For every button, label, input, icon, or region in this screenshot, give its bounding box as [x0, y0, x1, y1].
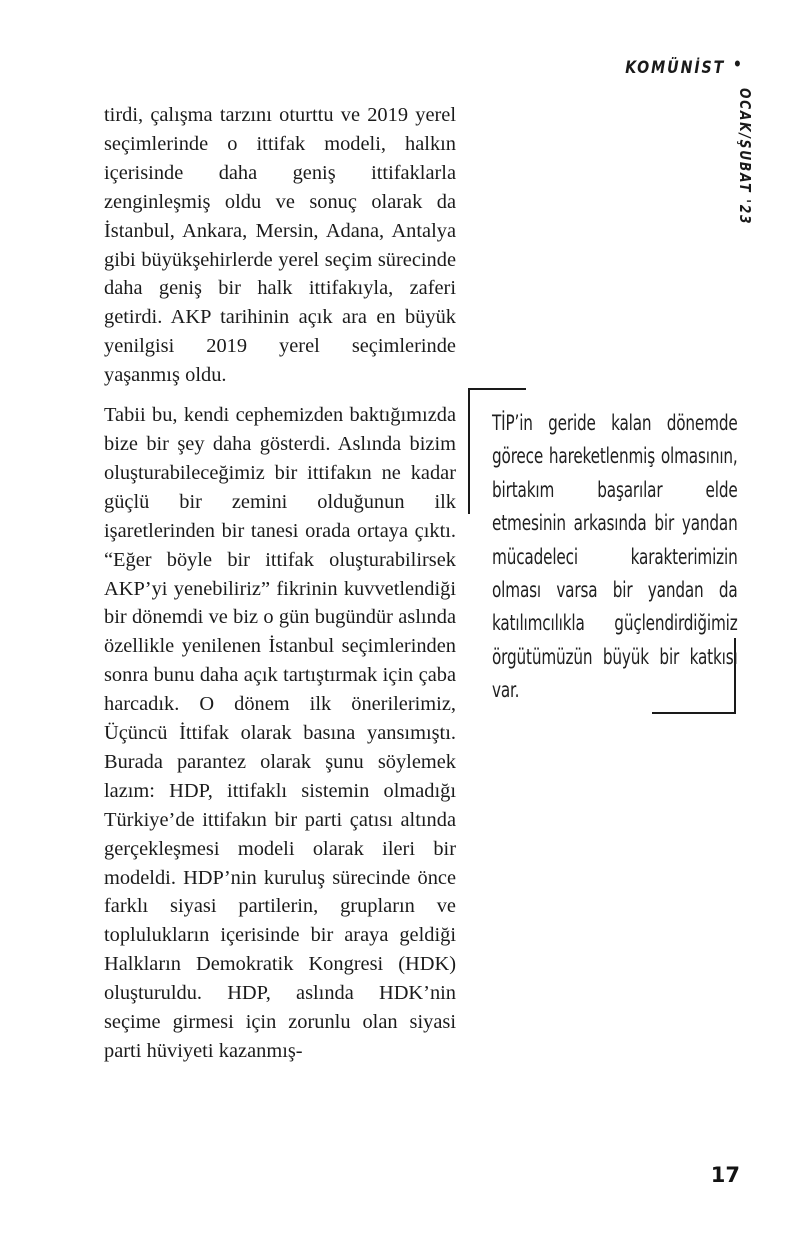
header-bullet-icon: •: [732, 55, 742, 74]
page-number: 17: [710, 1163, 740, 1187]
issue-date: [736, 88, 754, 258]
issue-date-label: OCAK/ŞUBAT '23: [736, 88, 754, 226]
publication-title: KOMÜNİST: [625, 58, 726, 77]
pull-quote-text: TİP’in geride kalan dönemde görece hareketlenmiş olmasının, birtakım başarılar elde etmesinin arkasında bir yandan mücadeleci karakterimizin olması varsa bir yandan da katılımcılıkla güçlendirdiğimiz örgütümüzün büyük bir katkısı var.: [492, 410, 738, 703]
paragraph: Tabii bu, kendi cephemizden baktığımızda bize bir şey daha gösterdi. Aslında bizim oluşturabileceğimiz bir ittifakın ne kadar güçlü bir zemini olduğunun ilk işaretlerinden bir tanesi orada ortaya çıktı. “Eğer böyle bir ittifak oluşturabilirsek AKP’yi yenebiliriz” fikrinin kuvvetlendiği bir dönemdi ve biz o gün bugündür aslında özellikle yenilenen İstanbul seçimlerinden sonra bunu daha açık tartıştırmak için çaba harcadık. O dönem ilk önerilerimiz, Üçüncü İttifak olarak basına yansımıştı. Burada parantez olarak şunu söylemek lazım: HDP, ittifaklı sistemin olmadığı Türkiye’de ittifakın bir parti çatısı altında gerçekleşmesi modeli olarak ileri bir modeldi. HDP’nin kuruluş sürecinde önce farklı siyasi partilerin, grupların ve toplulukların içerisinde bir araya geldiği Halkların Demokratik Kongresi (HDK) oluşturuldu. HDP, aslında HDK’nin seçime girmesi için zorunlu olan siyasi parti hüviyeti kazanmış-: [104, 404, 456, 1062]
bracket-left-rule-decoration: [468, 388, 470, 514]
running-head: [104, 55, 742, 77]
pull-quote: [468, 388, 738, 714]
paragraph: tirdi, çalışma tarzını oturttu ve 2019 yerel seçimlerinde o ittifak modeli, halkın içerisinde daha geniş ittifaklarla zenginleşmiş oldu ve sonuç olarak da İstanbul, Ankara, Mersin, Adana, Antalya gibi büyükşehirlerde yerel seçim sürecinde daha geniş bir halk ittifakıyla, zaferi getirdi. AKP tarihinin açık ara en büyük yenilgisi 2019 yerel seçimlerinde yaşanmış oldu.: [104, 104, 456, 387]
body-text-column: [104, 101, 456, 1066]
